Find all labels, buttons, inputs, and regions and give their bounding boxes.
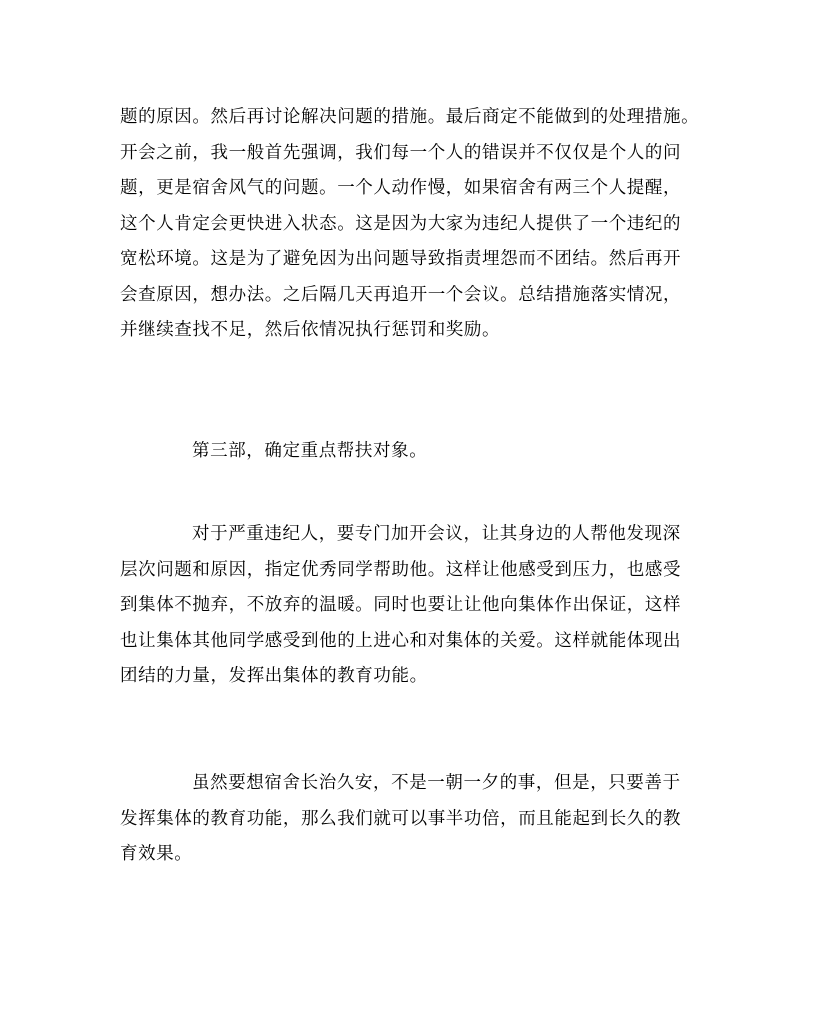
paragraph-2-line: 也让集体其他同学感受到他的上进心和对集体的关爱。这样就能体现出 — [120, 630, 682, 651]
paragraph-2-line: 层次问题和原因，指定优秀同学帮助他。这样让他感受到压力，也感受 — [120, 559, 682, 580]
paragraph-2 — [120, 517, 696, 695]
paragraph-3-line: 育效果。 — [120, 844, 193, 864]
paragraph-1-line: 开会之前，我一般首先强调，我们每一个人的错误并不仅仅是个人的问 — [120, 142, 682, 163]
paragraph-2-line: 到集体不抛弃，不放弃的温暖。同时也要让让他向集体作出保证，这样 — [120, 595, 682, 615]
paragraph-1 — [120, 100, 700, 349]
paragraph-2-line: 对于严重违纪人，要专门加开会议，让其身边的人帮他发现深 — [192, 524, 681, 544]
paragraph-3-line: 发挥集体的教育功能，那么我们就可以事半功倍，而且能起到长久的教 — [120, 808, 682, 829]
paragraph-1-line: 会查原因，想办法。之后隔几天再追开一个会议。总结措施落实情况， — [120, 284, 682, 305]
paragraph-1-line: 这个人肯定会更快进入状态。这是因为大家为违纪人提供了一个违纪的 — [120, 213, 682, 234]
paragraph-1-line: 题，更是宿舍风气的问题。一个人动作慢，如果宿舍有两三个人提醒， — [120, 178, 682, 198]
paragraph-1-line: 并继续查找不足，然后依情况执行惩罚和奖励。 — [120, 320, 501, 340]
paragraph-1-line: 宽松环境。这是为了避免因为出问题导致指责埋怨而不团结。然后再开 — [120, 249, 682, 269]
paragraph-3 — [120, 766, 696, 873]
paragraph-3-line: 虽然要想宿舍长治久安，不是一朝一夕的事，但是，只要善于 — [192, 773, 681, 793]
paragraph-2-line: 团结的力量，发挥出集体的教育功能。 — [120, 666, 428, 686]
paragraph-1-line: 题的原因。然后再讨论解决问题的措施。最后商定不能做到的处理措施。 — [120, 107, 700, 127]
section-heading-text: 第三部，确定重点帮扶对象。 — [192, 441, 428, 461]
section-heading — [120, 434, 696, 470]
